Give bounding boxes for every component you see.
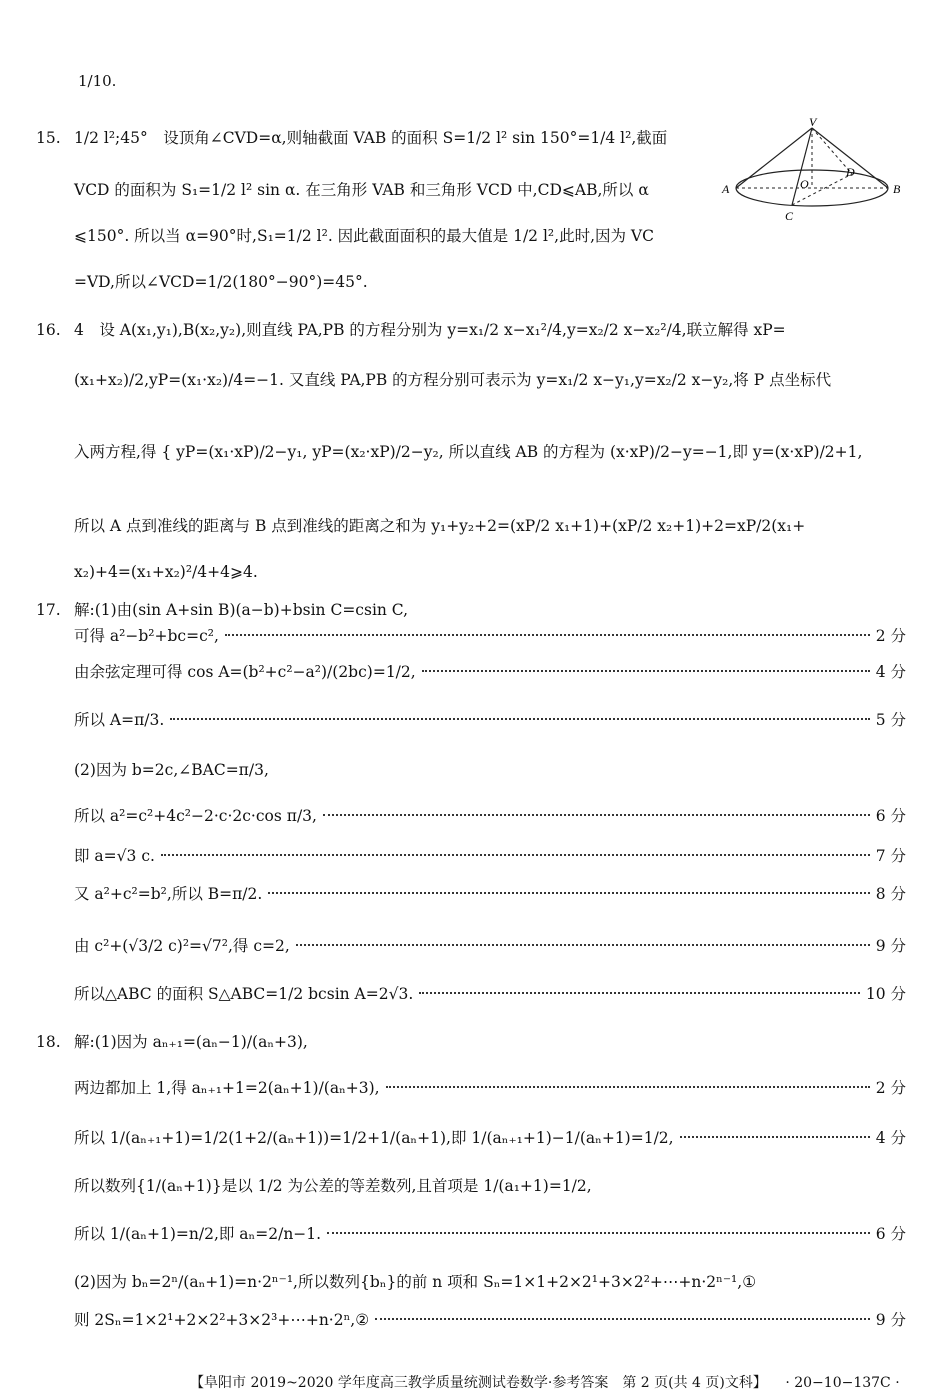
step-text: 所以 a²=c²+4c²−2·c·2c·cos π/3, [74,807,317,825]
top-fraction: 1/10. [78,72,117,90]
step-text: 所以 A=π/3. [74,711,165,729]
step-score: 10 分 [865,985,906,1003]
p18-step-1 [74,1078,906,1098]
p17-step-8 [74,936,906,956]
p18-intro: 解:(1)因为 aₙ₊₁=(aₙ−1)/(aₙ+3), [74,1033,308,1051]
p17-step-7 [74,884,906,904]
label-o: O [800,177,809,191]
step-text: 所以 1/(aₙ+1)=n/2,即 aₙ=2/n−1. [74,1225,322,1243]
p17-step-6 [74,846,906,866]
edge-vb [812,128,888,188]
p15-line-3: ⩽150°. 所以当 α=90°时,S₁=1/2 l². 因此截面面积的最大值是 1/2 l²,此时,因为 VC [74,227,654,245]
step-score: 6 分 [875,1225,906,1243]
step-text: 由余弦定理可得 cos A=(b²+c²−a²)/(2bc)=1/2, [74,663,416,681]
cone-figure [712,116,912,228]
p15-line-4: =VD,所以∠VCD=1/2(180°−90°)=45°. [74,273,368,291]
step-score: 5 分 [875,711,906,729]
dot-leader [323,814,870,816]
step-score: 2 分 [875,627,906,645]
step-text: 即 a=√3 c. [74,847,155,865]
dot-leader [375,1318,870,1320]
label-a: A [722,182,730,196]
step-score: 4 分 [875,1129,906,1147]
p16-line-4: 所以 A 点到准线的距离与 B 点到准线的距离之和为 y₁+y₂+2=(xP/2 x₁+1)+(xP/2 x₂+1)+2=xP/2(x₁+ [74,517,806,535]
edge-vc [792,128,812,205]
dot-leader [680,1136,870,1138]
footer-title: 【阜阳市 2019~2020 学年度高三教学质量统测试卷数学·参考答案 第 2 页(共 4 页)文科】 [190,1375,767,1391]
dot-leader [225,634,870,636]
dot-leader [422,670,870,672]
step-text: 所以 1/(aₙ₊₁+1)=1/2(1+2/(aₙ+1))=1/2+1/(aₙ+1),即 1/(aₙ₊₁+1)−1/(aₙ+1)=1/2, [74,1129,674,1147]
step-text: 可得 a²−b²+bc=c², [74,627,219,645]
p17-step-2 [74,662,906,682]
p18-step-6 [74,1310,906,1330]
step-score: 4 分 [875,663,906,681]
dot-leader [296,944,870,946]
step-text: 又 a²+c²=b²,所以 B=π/2. [74,885,263,903]
dot-leader [327,1232,870,1234]
page-footer [190,1372,910,1392]
dot-leader [386,1086,870,1088]
step-score: 9 分 [875,937,906,955]
p18-step-4 [74,1224,906,1244]
footer-code: · 20−10−137C · [785,1375,900,1391]
label-v: V [809,116,817,129]
p17-step-5 [74,806,906,826]
problem-17-number: 17. [36,601,61,619]
step-score: 2 分 [875,1079,906,1097]
step-score: 7 分 [875,847,906,865]
problem-15-number: 15. [36,129,61,147]
step-score: 6 分 [875,807,906,825]
step-text: 所以△ABC 的面积 S△ABC=1/2 bcsin A=2√3. [74,985,414,1003]
p17-step-9 [74,984,906,1004]
step-score: 9 分 [875,1311,906,1329]
label-c: C [785,209,794,223]
p17-step-1 [74,626,906,646]
label-b: B [893,182,901,196]
p17-step-3 [74,710,906,730]
p18-step-5: (2)因为 bₙ=2ⁿ/(aₙ+1)=n·2ⁿ⁻¹,所以数列{bₙ}的前 n 项和 Sₙ=1×1+2×2¹+3×2²+⋯+n·2ⁿ⁻¹,① [74,1273,757,1291]
p16-line-5: x₂)+4=(x₁+x₂)²/4+4⩾4. [74,563,258,581]
problem-18-number: 18. [36,1033,61,1051]
p16-line-2: (x₁+x₂)/2,yP=(x₁·x₂)/4=−1. 又直线 PA,PB 的方程分别可表示为 y=x₁/2 x−y₁,y=x₂/2 x−y₂,将 P 点坐标代 [74,371,832,389]
dot-leader [419,992,860,994]
p16-line-1: 4 设 A(x₁,y₁),B(x₂,y₂),则直线 PA,PB 的方程分别为 y=x₁/2 x−x₁²/4,y=x₂/2 x−x₂²/4,联立解得 xP= [74,321,786,339]
p17-step-4: (2)因为 b=2c,∠BAC=π/3, [74,761,269,779]
problem-16-number: 16. [36,321,61,339]
dot-leader [268,892,869,894]
dot-leader [161,854,870,856]
p17-intro: 解:(1)由(sin A+sin B)(a−b)+bsin C=csin C, [74,601,409,619]
label-d: D [846,165,855,179]
p15-line-2: VCD 的面积为 S₁=1/2 l² sin α. 在三角形 VAB 和三角形 VCD 中,CD⩽AB,所以 α [74,181,649,199]
step-text: 则 2Sₙ=1×2¹+2×2²+3×2³+⋯+n·2ⁿ,② [74,1311,370,1329]
p18-step-3: 所以数列{1/(aₙ+1)}是以 1/2 为公差的等差数列,且首项是 1/(a₁+1)=1/2, [74,1177,592,1195]
p18-step-2 [74,1128,906,1148]
step-text: 由 c²+(√3/2 c)²=√7²,得 c=2, [74,937,290,955]
step-score: 8 分 [875,885,906,903]
p16-line-3: 入两方程,得 { yP=(x₁·xP)/2−y₁, yP=(x₂·xP)/2−y₂, 所以直线 AB 的方程为 (x·xP)/2−y=−1,即 y=(x·xP)/2+1, [74,443,863,461]
dot-leader [170,718,869,720]
p15-line-1: 1/2 l²;45° 设顶角∠CVD=α,则轴截面 VAB 的面积 S=1/2 l² sin 150°=1/4 l²,截面 [74,129,668,147]
step-text: 两边都加上 1,得 aₙ₊₁+1=2(aₙ+1)/(aₙ+3), [74,1079,380,1097]
